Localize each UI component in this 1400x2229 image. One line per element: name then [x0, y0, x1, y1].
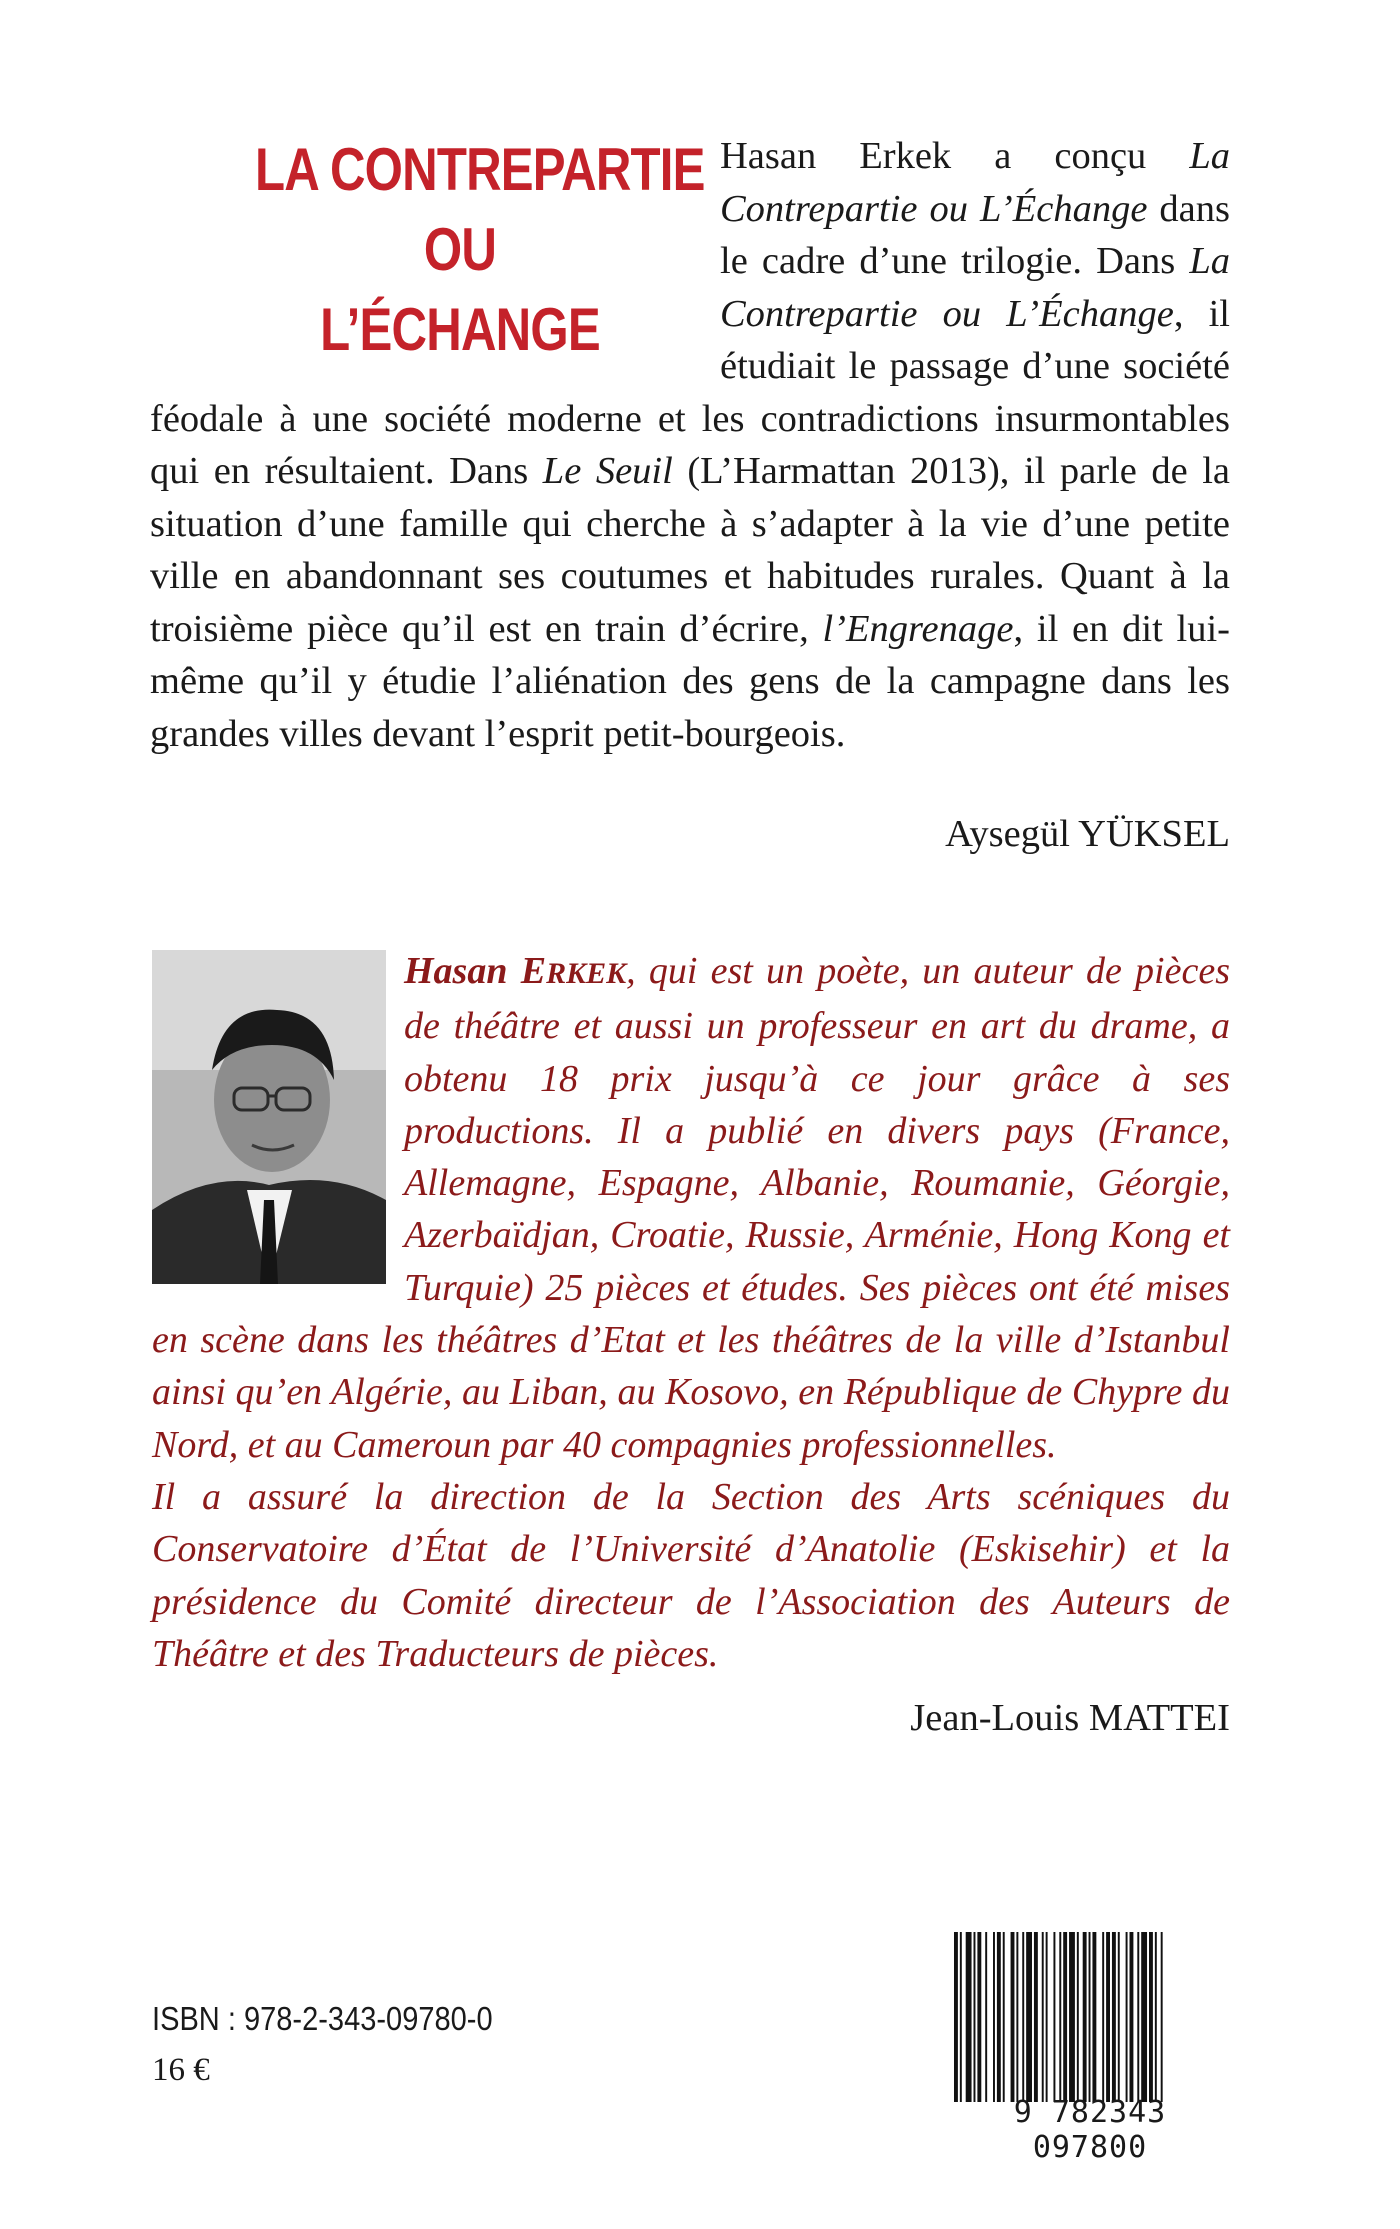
blurb-italic-4: l’Engrenage [822, 607, 1014, 650]
barcode-bar [985, 1932, 987, 2102]
barcode-bar [993, 1932, 995, 2102]
blurb-italic-2: La Contrepartie ou L’Échange [720, 240, 1230, 335]
barcode-image [950, 1932, 1230, 2102]
barcode-bar [1137, 1932, 1139, 2102]
barcode-bar [1102, 1932, 1104, 2102]
barcode-digits: 9 782343 097800 [1013, 2095, 1167, 2165]
barcode-bar [1003, 1932, 1005, 2102]
bio-text-1: , qui est un poète, un auteur de pièces de théâtre et aussi un professeur en art du drame, a obtenu 18 prix jusqu’à ce jour grâce à ses productions. Il a publié en divers pays (France, Allemagne, Espagne, Albanie, Roumanie, Géorgie, Azerbaïdjan, Croatie, Russie, Arménie, Hong Kong et Turquie) 25 pièces et études. Ses pièces ont été mises en scène dans les théâtres d’Etat et les théâtres de la ville d’Istanbul ainsi qu’en Algérie, au Liban, au Kosovo, en République de Chypre du Nord, et au Cameroun par 40 compagnies professionnelles. [152, 950, 1230, 1466]
barcode-bar [1130, 1932, 1134, 2102]
barcode-bar [1077, 1932, 1079, 2102]
barcode-bar [977, 1932, 981, 2102]
bio-signature: Jean-Louis MATTEI [910, 1697, 1230, 1739]
author-name-first: Hasan E [404, 950, 547, 992]
bio-text-2: Il a assuré la direction de la Section des Arts scéniques du Conservatoire d’État de l’Université d’Anatolie (Eskisehir) et la présidence du Comité directeur de l’Association des Auteurs de Théâtre et des Traducteurs de pièces. [152, 1475, 1230, 1675]
author-bio [152, 945, 1230, 1680]
blurb-text-2: dans le cadre d’une trilogie. Dans [720, 187, 1231, 282]
blurb-text-4: (L’Harmattan 2013), il parle de la situation d’une famille qui cherche à s’adapter à la vie d’une petite ville en abandonnant ses coutumes et habitudes rurales. Quant à la troisième pièce qu’il est en train d’écrire, [150, 450, 1231, 650]
barcode-bar [1026, 1932, 1032, 2102]
barcode-bar [1046, 1932, 1048, 2102]
barcode-bar [1022, 1932, 1024, 2102]
blurb-paragraph [150, 130, 1230, 760]
blurb-text-1: Hasan Erkek a conçu [720, 135, 1190, 177]
barcode-bar [1011, 1932, 1015, 2102]
title-line-2: OU [423, 216, 497, 283]
barcode-bar [1089, 1932, 1091, 2102]
barcode-bar [1063, 1932, 1067, 2102]
barcode-bar [954, 1932, 958, 2102]
barcode-bar [1118, 1932, 1120, 2102]
barcode-bar [1016, 1932, 1018, 2102]
barcode-bar [1034, 1932, 1038, 2102]
barcode-bar [960, 1932, 962, 2102]
blurb-italic-3: Le Seuil [542, 450, 673, 492]
barcode-bar [1126, 1932, 1128, 2102]
barcode-bar [1112, 1932, 1116, 2102]
barcode-bar [1059, 1932, 1061, 2102]
barcode-bar [1155, 1932, 1157, 2102]
price-label: 16 € [152, 2052, 210, 2088]
blurb-italic-1: La Contrepartie ou L’Échange [720, 135, 1230, 230]
isbn-label: ISBN : 978-2-343-09780-0 [152, 2000, 493, 2037]
barcode-bar [1161, 1932, 1163, 2102]
title-line-1: LA CONTREPARTIE [255, 136, 705, 203]
blurb-text-3: , il étudiait le passage d’une société féodale à une société moderne et les contradictions insurmontables qui en résultaient. Dans [150, 292, 1230, 492]
barcode-bar [1149, 1932, 1153, 2102]
barcode-bar [1106, 1932, 1110, 2102]
barcode-bar [1053, 1932, 1055, 2102]
author-name [404, 950, 626, 992]
title-line-3: L’ÉCHANGE [320, 296, 600, 363]
barcode-bar [1092, 1932, 1096, 2102]
barcode-bar [1083, 1932, 1087, 2102]
barcode-bar [974, 1932, 976, 2102]
blurb-signature: Aysegül YÜKSEL [945, 813, 1230, 855]
barcode-bar [966, 1932, 972, 2102]
barcode-bar [1069, 1932, 1075, 2102]
barcode-bar [1042, 1932, 1044, 2102]
barcode-bar [1141, 1932, 1147, 2102]
barcode-bar [997, 1932, 1001, 2102]
author-name-rest: RKEK [546, 957, 627, 990]
blurb-text-5: , il en dit lui-même qu’il y étudie l’aliénation des gens de la campagne dans les grandes villes devant l’esprit petit-bourgeois. [150, 607, 1230, 755]
